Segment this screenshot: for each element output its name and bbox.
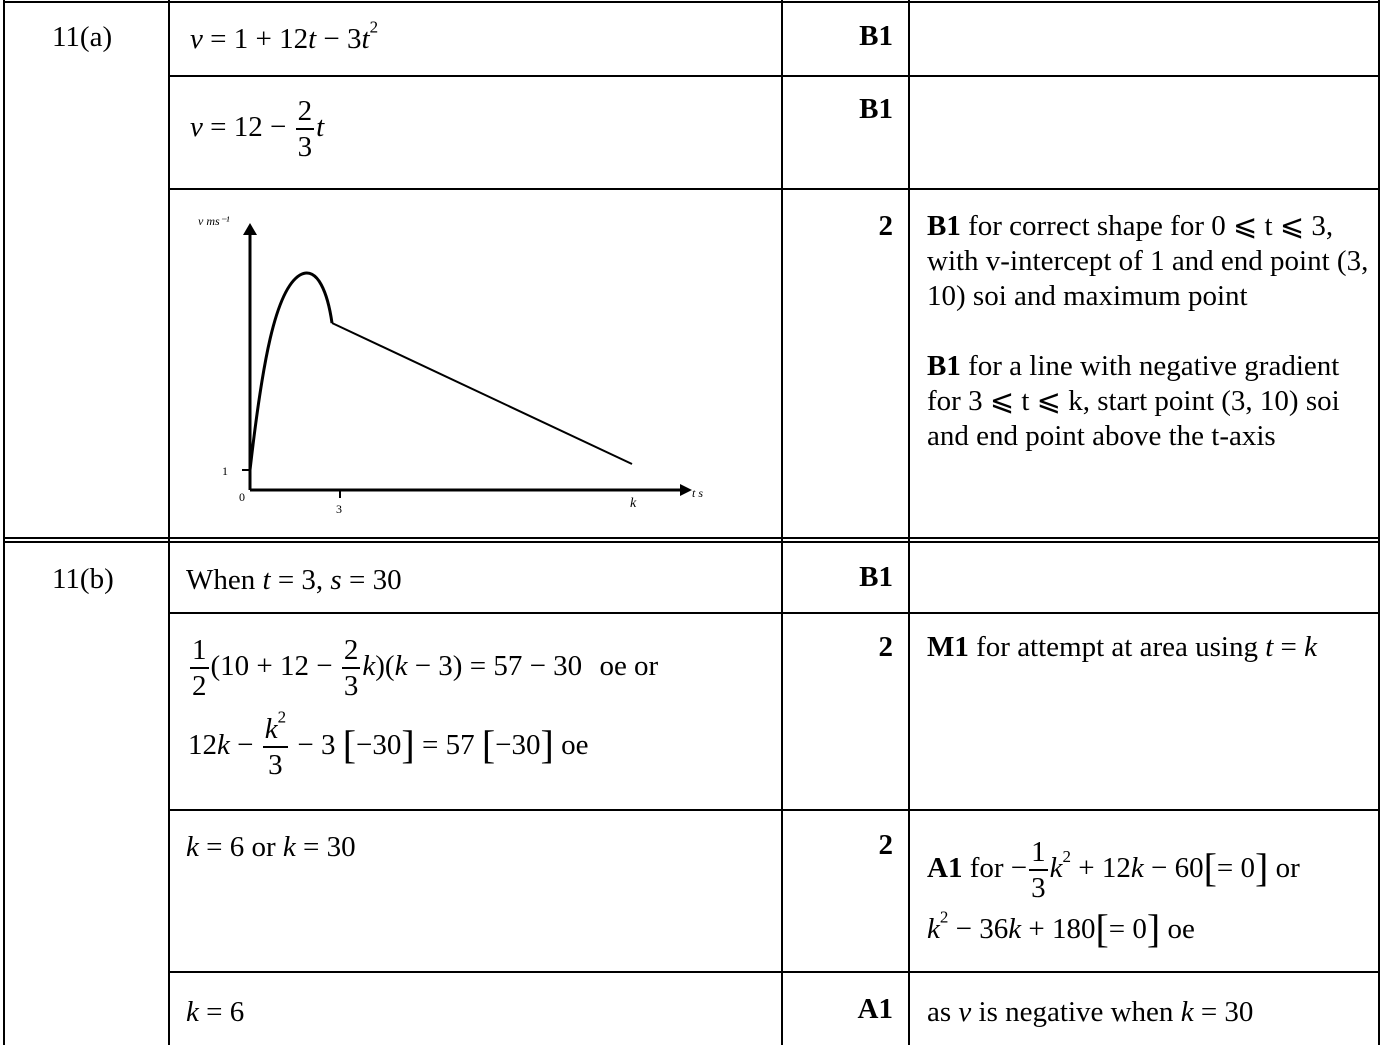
mark-b3: 2 [878,829,893,861]
guidance-b4: as v is negative when k = 30 [927,996,1254,1028]
answer-b3: k = 6 or k = 30 [186,831,356,863]
question-number-a: 11(a) [52,21,113,53]
answer-b1: When t = 3, s = 30 [186,564,402,596]
table-border-right [1378,0,1380,1045]
row-divider [168,612,1380,614]
x-end-label: k [630,496,637,511]
velocity-time-graph [190,205,730,525]
mark-b1: B1 [859,561,893,593]
y-axis-arrow-icon [243,223,257,235]
column-divider-question [168,0,170,1045]
guidance-a3-first: B1 for correct shape for 0 ⩽ t ⩽ 3, with v-intercept of 1 and end point (3, 10) soi and maximum point [927,210,1369,312]
mark-a1: B1 [859,20,893,52]
column-divider-answer [781,0,783,1045]
origin-label: 0 [239,490,245,504]
guidance-b3: A1 for − $\frac{1}{3}$ $k^2 + 12k - 60[= 0]$ or $k^2 - 36k + 180[= 0]$ oe [927,836,1300,951]
mark-a3: 2 [878,210,893,242]
row-divider [168,971,1380,973]
answer-b4: k = 6 [186,996,245,1028]
mark-b2: 2 [878,631,893,663]
table-border-top [3,1,1380,3]
x-axis-arrow-icon [680,484,692,496]
guidance-b2: M1 for attempt at area using t = k [927,631,1318,663]
linear-segment [332,323,632,464]
table-border-left [3,0,5,1045]
x-axis-label: t s [692,486,704,500]
quadratic-curve [250,273,332,470]
mark-a2: B1 [859,93,893,125]
column-divider-marks [908,0,910,1045]
part-divider [3,537,1380,539]
y-axis-label: v ms⁻¹ [198,214,230,228]
y-tick-label: 1 [222,464,228,478]
guidance-a3 [927,209,1372,454]
row-divider [168,809,1380,811]
answer-a2: v = 12 − $\frac{2}{3}$ t [190,95,325,163]
question-number-b: 11(b) [52,563,114,595]
row-divider [168,75,1380,77]
row-divider [168,188,1380,190]
guidance-a3-second: B1 for a line with negative gradient for 3 ⩽ t ⩽ k, start point (3, 10) soi and end point above the t-axis [927,350,1340,452]
mark-b4: A1 [857,993,893,1025]
part-divider [3,541,1380,543]
answer-b2: $\frac{1}{2}$ (10 + 12 − $\frac{2}{3}$ k)(k − 3) = 57 − 30 oe or 12k − $\frac{k^2}{3}$ − 3 [−30] = 57 [−30] oe [188,634,659,781]
answer-a1: $v = 1 + 12t - 3t^2$ [190,17,379,55]
x-tick-label: 3 [336,502,342,516]
